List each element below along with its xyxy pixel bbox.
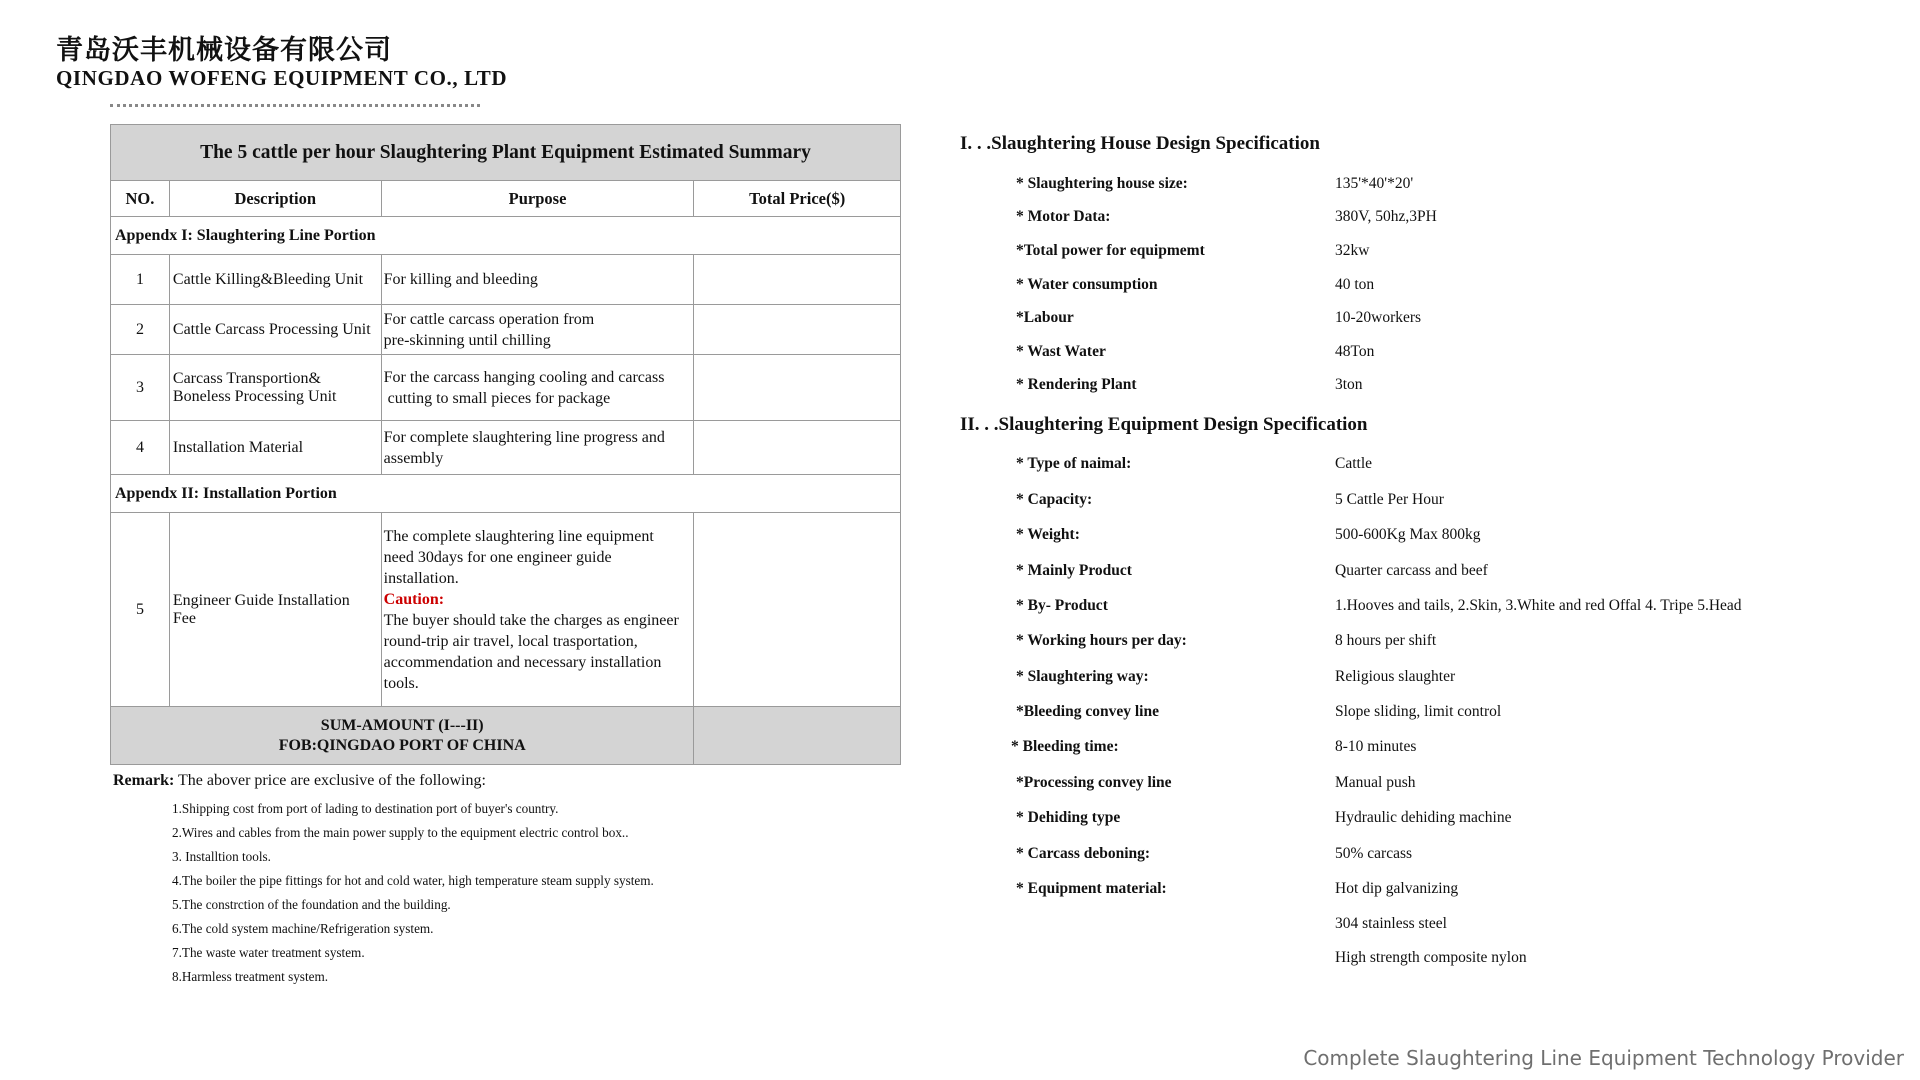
row-description: Installation Material: [169, 421, 381, 475]
spec-value: 304 stainless steel: [1335, 915, 1447, 932]
remark-item: 8.Harmless treatment system.: [172, 969, 329, 984]
equipment-summary-table: [110, 124, 901, 765]
equipment-spec-heading: II. . .Slaughtering Equipment Design Specification: [960, 414, 1368, 435]
row-purpose: [381, 513, 694, 707]
spec-label: *Labour: [1016, 309, 1074, 326]
row-price: [694, 305, 901, 355]
caution-label: Caution:: [383, 590, 445, 608]
purpose-line: For cattle carcass operation from: [383, 310, 595, 328]
spec-label: * Motor Data:: [1016, 208, 1111, 225]
sum-amount-line: SUM-AMOUNT (I---II): [320, 716, 484, 734]
spec-value: 8-10 minutes: [1335, 738, 1417, 755]
spec-label: * Slaughtering way:: [1016, 668, 1149, 685]
purpose-line: For complete slaughtering line progress and: [383, 428, 665, 446]
spec-value: 10-20workers: [1335, 309, 1422, 326]
row-description: Cattle Carcass Processing Unit: [169, 305, 381, 355]
row-no: 2: [111, 305, 170, 355]
purpose-line: cutting to small pieces for package: [383, 389, 611, 407]
table-row: [111, 305, 901, 355]
sum-amount-row: [111, 707, 901, 765]
spec-value: 380V, 50hz,3PH: [1335, 208, 1437, 225]
spec-value: 500-600Kg Max 800kg: [1335, 526, 1481, 543]
spec-label: * Bleeding time:: [1011, 738, 1119, 755]
remark-item: 1.Shipping cost from port of lading to destination port of buyer's country.: [172, 801, 559, 816]
purpose-line: tools.: [383, 674, 419, 692]
footer-tagline: Complete Slaughtering Line Equipment Technology Provider: [1303, 1046, 1904, 1070]
company-name-chinese: 青岛沃丰机械设备有限公司: [56, 35, 392, 66]
spec-value: 40 ton: [1335, 276, 1375, 293]
spec-value: 135'*40'*20': [1335, 175, 1414, 192]
spec-value: Quarter carcass and beef: [1335, 562, 1488, 579]
spec-value: Slope sliding, limit control: [1335, 703, 1502, 720]
spec-value: Religious slaughter: [1335, 668, 1456, 685]
row-price: [694, 255, 901, 305]
spec-value: Manual push: [1335, 774, 1416, 791]
spec-value: 50% carcass: [1335, 845, 1413, 862]
description-line: Boneless Processing Unit: [172, 387, 337, 405]
row-no: 4: [111, 421, 170, 475]
row-description: [169, 513, 381, 707]
company-name-english: QINGDAO WOFENG EQUIPMENT CO., LTD: [56, 66, 508, 90]
header-no: NO.: [111, 181, 170, 217]
summary-title: The 5 cattle per hour Slaughtering Plant Equipment Estimated Summary: [111, 125, 901, 181]
spec-label: * Carcass deboning:: [1016, 845, 1151, 862]
table-row: [111, 513, 901, 707]
house-spec-heading: I. . .Slaughtering House Design Specification: [960, 133, 1320, 154]
spec-value: 3ton: [1335, 376, 1363, 393]
purpose-line: For the carcass hanging cooling and carcass: [383, 368, 665, 386]
table-row: [111, 355, 901, 421]
header-total-price: Total Price($): [694, 181, 901, 217]
spec-label: *Bleeding convey line: [1016, 703, 1159, 720]
remark-intro: The abover price are exclusive of the following:: [174, 772, 486, 789]
spec-value: Hot dip galvanizing: [1335, 880, 1459, 897]
row-purpose: [381, 421, 694, 475]
spec-label: * Mainly Product: [1016, 562, 1132, 579]
row-purpose: [381, 305, 694, 355]
spec-value: High strength composite nylon: [1335, 949, 1527, 966]
row-purpose: For killing and bleeding: [381, 255, 694, 305]
remark-heading: [113, 772, 486, 790]
header-purpose: Purpose: [381, 181, 694, 217]
spec-label: * Type of naimal:: [1016, 455, 1132, 472]
purpose-line: assembly: [383, 449, 444, 467]
row-no: 1: [111, 255, 170, 305]
purpose-line: accommendation and necessary installation: [383, 653, 662, 671]
spec-value: 1.Hooves and tails, 2.Skin, 3.White and red Offal 4. Tripe 5.Head: [1335, 597, 1742, 614]
spec-label: * Slaughtering house size:: [1016, 175, 1188, 192]
row-price: [694, 513, 901, 707]
fob-port-line: FOB:QINGDAO PORT OF CHINA: [278, 736, 526, 754]
appendix-1-heading: Appendx I: Slaughtering Line Portion: [111, 217, 901, 255]
remark-item: 3. Installtion tools.: [172, 849, 271, 864]
row-no: 3: [111, 355, 170, 421]
purpose-line: round-trip air travel, local trasportation,: [383, 632, 638, 650]
purpose-line: The buyer should take the charges as engineer: [383, 611, 679, 629]
purpose-line: installation.: [383, 569, 459, 587]
remark-list: [172, 797, 654, 989]
row-purpose: [381, 355, 694, 421]
spec-label: * Wast Water: [1016, 343, 1106, 360]
spec-label: * Working hours per day:: [1016, 632, 1187, 649]
appendix-2-heading: Appendx II: Installation Portion: [111, 475, 901, 513]
table-header-row: [111, 181, 901, 217]
remark-item: 4.The boiler the pipe fittings for hot and cold water, high temperature steam supply system.: [172, 873, 654, 888]
spec-label: * Equipment material:: [1016, 880, 1167, 897]
spec-label: *Total power for equipmemt: [1016, 242, 1205, 259]
remark-item: 7.The waste water treatment system.: [172, 945, 365, 960]
row-price: [694, 421, 901, 475]
description-line: Fee: [172, 609, 197, 627]
spec-label: * Capacity:: [1016, 491, 1093, 508]
spec-label: * By- Product: [1016, 597, 1108, 614]
row-description: [169, 355, 381, 421]
spec-value: Cattle: [1335, 455, 1373, 472]
row-price: [694, 355, 901, 421]
spec-value: 8 hours per shift: [1335, 632, 1437, 649]
spec-value: 5 Cattle Per Hour: [1335, 491, 1444, 508]
header-description: Description: [169, 181, 381, 217]
cropped-text-remnant: [110, 103, 480, 107]
row-description: Cattle Killing&Bleeding Unit: [169, 255, 381, 305]
spec-value: 48Ton: [1335, 343, 1375, 360]
spec-label: *Processing convey line: [1016, 774, 1172, 791]
spec-value: 32kw: [1335, 242, 1370, 259]
purpose-line: pre-skinning until chilling: [383, 331, 551, 349]
spec-value: Hydraulic dehiding machine: [1335, 809, 1512, 826]
sum-amount-price: [694, 707, 901, 765]
spec-label: * Weight:: [1016, 526, 1080, 543]
remark-item: 6.The cold system machine/Refrigeration system.: [172, 921, 434, 936]
purpose-line: The complete slaughtering line equipment: [383, 527, 654, 545]
row-no: 5: [111, 513, 170, 707]
remark-item: 5.The constrction of the foundation and the building.: [172, 897, 451, 912]
spec-label: * Water consumption: [1016, 276, 1158, 293]
table-row: [111, 255, 901, 305]
description-line: Carcass Transportion&: [172, 369, 321, 387]
spec-label: * Rendering Plant: [1016, 376, 1137, 393]
remark-item: 2.Wires and cables from the main power supply to the equipment electric control box..: [172, 825, 629, 840]
table-row: [111, 421, 901, 475]
sum-amount-label: [111, 707, 694, 765]
description-line: Engineer Guide Installation: [172, 591, 350, 609]
spec-label: * Dehiding type: [1016, 809, 1121, 826]
purpose-line: need 30days for one engineer guide: [383, 548, 612, 566]
remark-label: Remark:: [113, 772, 175, 789]
